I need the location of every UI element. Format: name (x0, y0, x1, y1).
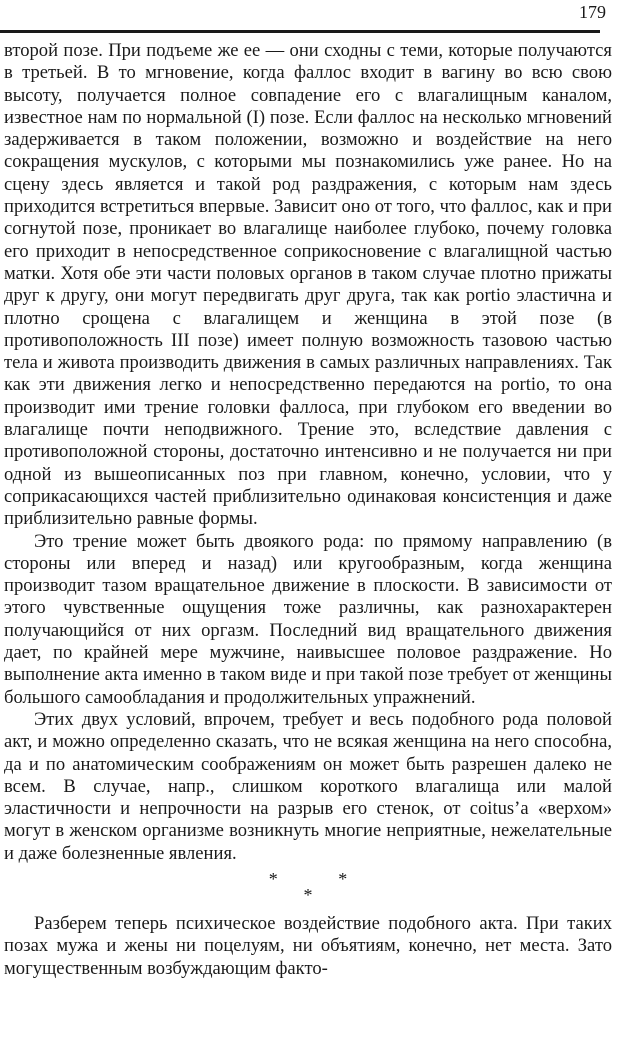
asterisk-bottom: * (303, 884, 313, 905)
page-number: 179 (579, 2, 606, 22)
page-body (4, 40, 612, 980)
header-rule (0, 30, 600, 33)
section-separator (4, 868, 612, 905)
paragraph-continued: второй позе. При подъеме же ее — они сходны с теми, которые получаются в третьей. В то мгновение, когда фаллос входит в вагину во всю свою высоту, получается полное совпадение его с влагалищным каналом, известное нам по нормальной (I) позе. Если фаллос на несколько мгновений задерживается в таком положении, возможно и воздействие на него сокращения мускулов, с которыми мы познакомились уже ранее. Но на сцену здесь является и такой род раздражения, с которым нам здесь приходится встретиться впервые. Зависит оно от того, что фаллос, как и при согнутой позе, проникает во влагалище наиболее глубоко, почему головка его приходит в непосредственное соприкосновение с влагалищной частью матки. Хотя обе эти части половых органов в таком случае плотно прижаты друг к другу, они могут передвигать друг друга, так как portio эластична и плотно срощена с влагалищем и женщина в этой позе (в противоположность III позе) имеет полную возможность тазовою частью тела и живота производить движения в самых различных направлениях. Так как эти движения легко и непосредственно передаются на portio, то она производит ими трение головки фаллоса, при глубоком его введении во влагалище почти неподвижного. Трение это, вследствие давления с противоположной стороны, достаточно интенсивно и не получается ни при одной из вышеописанных поз при главном, конечно, условии, что у соприкасающихся частей приблизительно одинаковая консистенция и даже приблизительно равные формы. (4, 40, 612, 530)
paragraph: Разберем теперь психическое воздействие подобного акта. При таких позах мужа и жены ни поцелуям, ни объятиям, конечно, нет места. Зато могущественным возбуждающим факто- (4, 912, 612, 979)
paragraph: Это трение может быть двоякого рода: по прямому направлению (в стороны или вперед и назад) или кругообразным, когда женщина производит тазом вращательное движение в плоскости. В зависимости от этого чувственные ощущения тоже различны, как разнохарактерен получающийся от них оргазм. Последний вид вращательного движения дает, по крайней мере мужчине, наивысшее половое раздражение. Но выполнение акта именно в таком виде и при такой позе требует от женщины большого самообладания и продолжительных упражнений. (4, 530, 612, 708)
asterisk-right: * (338, 868, 348, 889)
paragraph: Этих двух условий, впрочем, требует и весь подобного рода половой акт, и можно определенно сказать, что не всякая женщина на него способна, да и по анатомическим соображениям он может быть разрешен далеко не всем. В случае, напр., слишком короткого влагалища или малой эластичности и непрочности на разрыв его стенок, от coitus’а «верхом» могут в женском организме возникнуть многие неприятные, нежелательные и даже болезненные явления. (4, 708, 612, 864)
asterisk-left: * (268, 868, 278, 889)
